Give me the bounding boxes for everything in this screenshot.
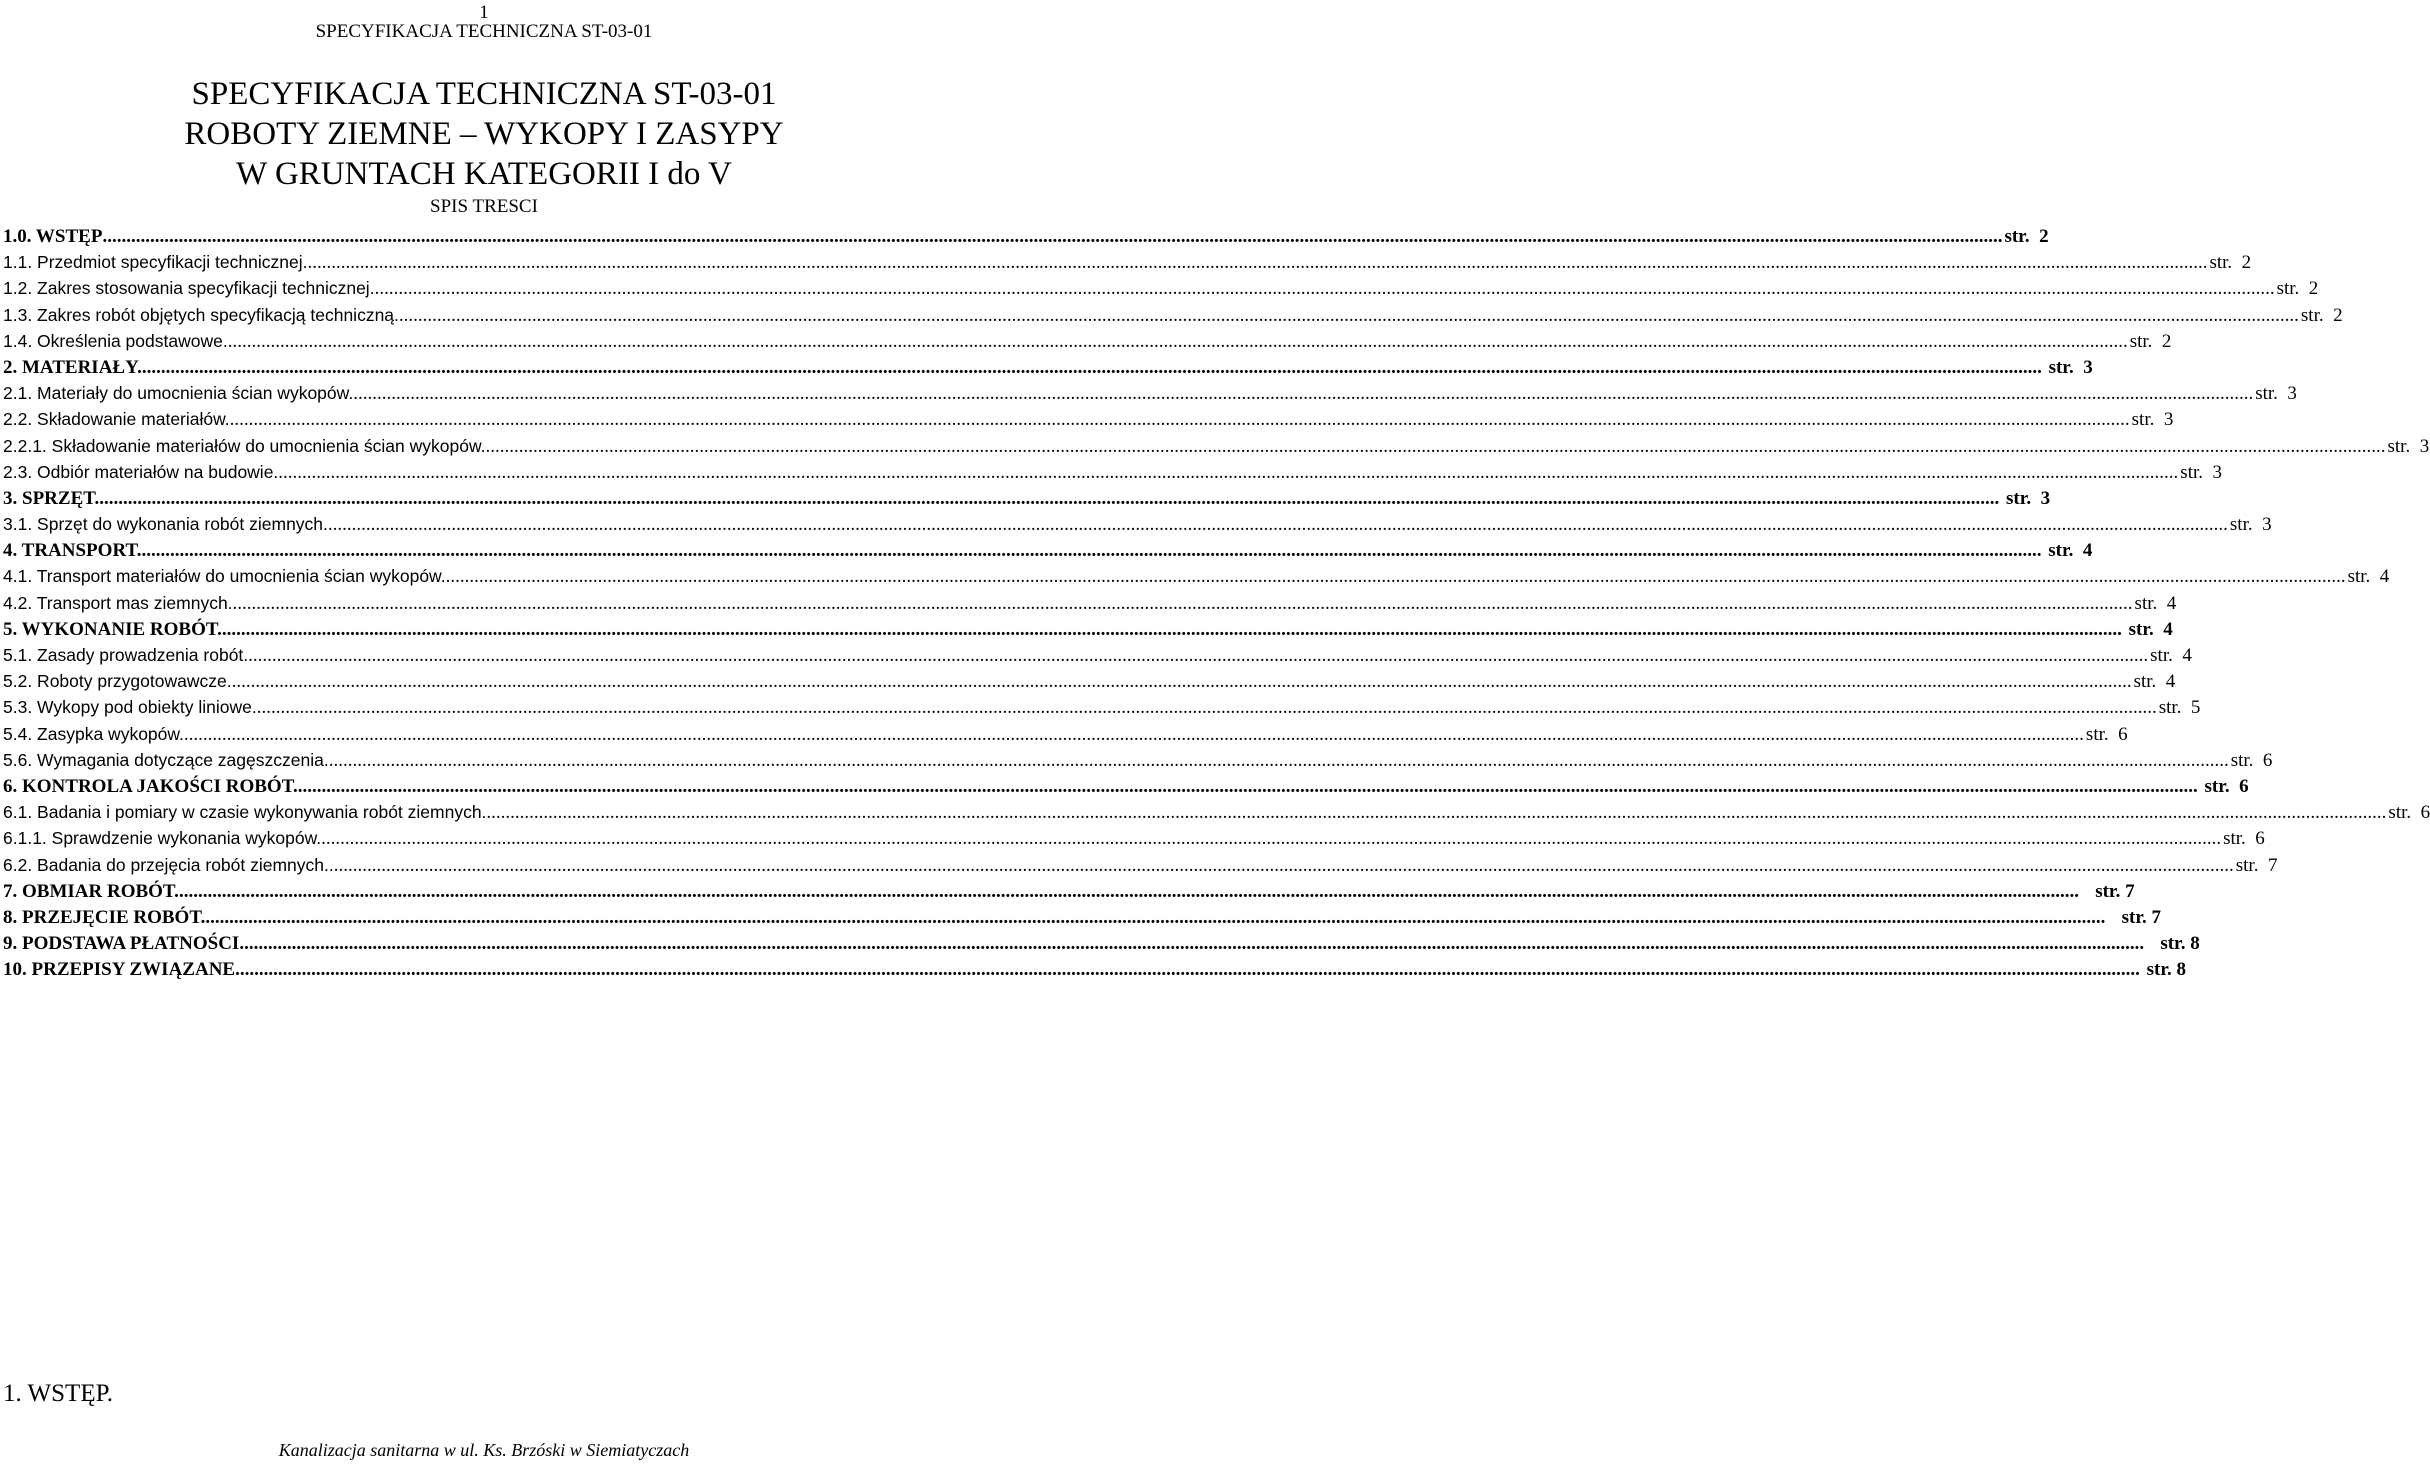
table-of-contents — [3, 226, 2430, 985]
toc-leader-dots: ................................................................................................................................................................................................................................................................................................................................................................................................................ — [102, 226, 2003, 247]
toc-entry[interactable] — [3, 671, 2176, 697]
toc-entry[interactable] — [3, 775, 2249, 802]
toc-leader-dots: ................................................................................................................................................................................................................................................................................................................................................................................................................ — [227, 330, 2128, 352]
toc-entry[interactable] — [3, 933, 2200, 959]
toc-leader-dots: ................................................................................................................................................................................................................................................................................................................................................................................................................ — [256, 697, 2157, 719]
toc-entry[interactable] — [3, 356, 2093, 383]
toc-entry-label: 6.1.1. Sprawdzenie wykonania wykopów. — [3, 828, 322, 849]
toc-entry-label: 2. MATERIAŁY. — [3, 356, 142, 378]
toc-page-number: str. 2 — [2209, 252, 2252, 274]
toc-entry-label: 5.4. Zasypka wykopów. — [3, 723, 184, 744]
toc-entry-label: 1.0. WSTĘP — [3, 226, 103, 247]
toc-entry-label: 8. PRZEJĘCIE ROBÓT. — [3, 906, 206, 928]
document-title — [0, 74, 968, 194]
toc-entry-label: 9. PODSTAWA PŁATNOŚCI. — [3, 933, 245, 955]
toc-page-number: str. 7 — [2235, 854, 2278, 876]
toc-entry-label: 6.2. Badania do przejęcia robót ziemnych.. — [3, 854, 334, 875]
toc-entry[interactable] — [3, 252, 2252, 278]
title-line-2: ROBOTY ZIEMNE – WYKOPY I ZASYPY — [184, 116, 784, 152]
toc-page-number: str. 3 — [2229, 514, 2272, 536]
toc-entry-label: 4. TRANSPORT. — [3, 540, 142, 562]
running-header: SPECYFIKACJA TECHNICZNA ST-03-01 — [315, 21, 653, 42]
toc-page-number: str. 4 — [2133, 671, 2176, 693]
toc-entry[interactable] — [3, 723, 2128, 750]
toc-leader-dots: ................................................................................................................................................................................................................................................................................................................................................................................................................ — [239, 959, 2140, 981]
section-heading: 1. WSTĘP. — [3, 1380, 113, 1407]
toc-leader-dots: ................................................................................................................................................................................................................................................................................................................................................................................................................ — [183, 723, 2084, 745]
toc-leader-dots: ................................................................................................................................................................................................................................................................................................................................................................................................................ — [221, 618, 2122, 640]
toc-leader-dots: ................................................................................................................................................................................................................................................................................................................................................................................................................ — [229, 409, 2130, 431]
toc-leader-dots: ................................................................................................................................................................................................................................................................................................................................................................................................................ — [178, 880, 2079, 902]
toc-leader-dots: ................................................................................................................................................................................................................................................................................................................................................................................................................ — [328, 749, 2229, 771]
toc-entry[interactable] — [3, 749, 2273, 776]
toc-page-number: str. 2 — [2300, 304, 2343, 326]
toc-entry[interactable] — [3, 618, 2173, 645]
toc-leader-dots: ................................................................................................................................................................................................................................................................................................................................................................................................................ — [141, 356, 2042, 378]
title-line-3: W GRUNTACH KATEGORII I do V — [236, 156, 732, 192]
toc-page-number: str. 4 — [2347, 566, 2390, 588]
toc-entry[interactable] — [3, 461, 2222, 488]
toc-leader-dots: ................................................................................................................................................................................................................................................................................................................................................................................................................ — [353, 383, 2254, 405]
toc-entry-label: 5.2. Roboty przygotowawcze. — [3, 671, 232, 692]
toc-page-number: str. 4 — [2150, 645, 2192, 666]
toc-entry[interactable] — [3, 880, 2135, 907]
toc-entry-label: 2.1. Materiały do umocnienia ścian wykopów. — [3, 383, 354, 404]
toc-page-number: str. 3 — [2043, 356, 2093, 378]
toc-entry[interactable] — [3, 697, 2201, 723]
toc-leader-dots: ................................................................................................................................................................................................................................................................................................................................................................................................................ — [327, 514, 2228, 536]
toc-page-number: str. 6 — [2223, 828, 2265, 850]
toc-leader-dots: ................................................................................................................................................................................................................................................................................................................................................................................................................ — [205, 906, 2106, 928]
toc-entry-label: 5.1. Zasady prowadzenia robót. — [3, 645, 249, 665]
toc-entry[interactable] — [3, 592, 2177, 619]
toc-entry-label: 4.1. Transport materiałów do umocnienia ścian wykopów. — [3, 566, 446, 587]
toc-entry[interactable] — [3, 802, 2430, 828]
toc-entry-label: 3. SPRZĘT. — [3, 487, 100, 509]
toc-leader-dots: ................................................................................................................................................................................................................................................................................................................................................................................................................ — [486, 802, 2387, 824]
toc-page-number: str. 3 — [2180, 461, 2222, 483]
toc-entry[interactable] — [3, 409, 2174, 435]
toc-page-number: str. 4 — [2134, 592, 2177, 614]
toc-entry[interactable] — [3, 906, 2162, 933]
running-footer: Kanalizacja sanitarna w ul. Ks. Brzóski w Siemiatyczach — [278, 1440, 690, 1460]
toc-leader-dots: ................................................................................................................................................................................................................................................................................................................................................................................................................ — [248, 645, 2149, 666]
toc-entry-label: 3.1. Sprzęt do wykonania robót ziemnych. — [3, 514, 328, 535]
toc-heading: SPIS TRESCI — [430, 196, 538, 217]
toc-entry-label: 2.2. Składowanie materiałów. — [3, 409, 230, 430]
toc-leader-dots: ................................................................................................................................................................................................................................................................................................................................................................................................................ — [141, 540, 2042, 562]
toc-page-number: str. 3 — [2131, 409, 2174, 431]
toc-leader-dots: ................................................................................................................................................................................................................................................................................................................................................................................................................ — [374, 278, 2275, 300]
toc-page-number: str. 3 — [2255, 383, 2297, 405]
toc-page-number: str. 6 — [2388, 802, 2430, 824]
toc-leader-dots: ................................................................................................................................................................................................................................................................................................................................................................................................................ — [445, 566, 2346, 588]
toc-entry[interactable] — [3, 566, 2390, 592]
toc-leader-dots: ................................................................................................................................................................................................................................................................................................................................................................................................................ — [321, 828, 2222, 850]
toc-page-number: str. 4 — [2123, 618, 2173, 640]
toc-entry-label: 5.6. Wymagania dotyczące zagęszczenia. — [3, 749, 329, 770]
toc-entry[interactable] — [3, 435, 2430, 462]
toc-leader-dots: ................................................................................................................................................................................................................................................................................................................................................................................................................ — [232, 592, 2133, 614]
toc-entry-label: 10. PRZEPISY ZWIĄZANE. — [3, 959, 240, 981]
toc-page-number: str. 3 — [2001, 487, 2051, 509]
toc-entry[interactable] — [3, 304, 2343, 331]
toc-leader-dots: ................................................................................................................................................................................................................................................................................................................................................................................................................ — [99, 487, 2000, 509]
toc-leader-dots: ................................................................................................................................................................................................................................................................................................................................................................................................................ — [297, 775, 2198, 797]
toc-entry[interactable] — [3, 383, 2297, 409]
toc-page-number: str. 6 — [2199, 775, 2249, 797]
toc-page-number: str. 4 — [2043, 540, 2093, 562]
toc-leader-dots: ................................................................................................................................................................................................................................................................................................................................................................................................................ — [244, 933, 2145, 955]
toc-entry-label: 5.3. Wykopy pod obiekty liniowe. — [3, 697, 257, 718]
toc-page-number: str. 8 — [2141, 959, 2187, 981]
toc-leader-dots: ................................................................................................................................................................................................................................................................................................................................................................................................................ — [307, 252, 2208, 274]
toc-entry-label: 1.1. Przedmiot specyfikacji technicznej. — [3, 252, 308, 273]
toc-page-number: str. 5 — [2158, 697, 2201, 719]
toc-page-number: str. 7 — [2080, 880, 2135, 902]
toc-page-number: str. 6 — [2230, 749, 2273, 771]
toc-leader-dots: ................................................................................................................................................................................................................................................................................................................................................................................................................ — [398, 304, 2299, 326]
toc-entry[interactable] — [3, 645, 2192, 671]
toc-entry[interactable] — [3, 514, 2272, 540]
page-number: 1 — [479, 2, 489, 23]
toc-entry[interactable] — [3, 854, 2278, 881]
toc-entry[interactable] — [3, 959, 2187, 985]
toc-leader-dots: ................................................................................................................................................................................................................................................................................................................................................................................................................ — [485, 435, 2386, 457]
toc-entry-label: 6.1. Badania i pomiary w czasie wykonywania robót ziemnych. — [3, 802, 487, 823]
toc-entry-label: 1.3. Zakres robót objętych specyfikacją techniczną. — [3, 304, 399, 325]
toc-entry[interactable] — [3, 487, 2051, 514]
toc-entry[interactable] — [3, 828, 2265, 854]
toc-entry-label: 6. KONTROLA JAKOŚCI ROBÓT. — [3, 775, 298, 797]
toc-entry-label: 7. OBMIAR ROBÓT. — [3, 880, 179, 902]
toc-page-number: str. 2 — [2129, 330, 2172, 352]
toc-entry-label: 1.2. Zakres stosowania specyfikacji technicznej. — [3, 278, 375, 299]
toc-page-number: str. 2 — [2276, 278, 2319, 300]
toc-entry-label: 2.2.1. Składowanie materiałów do umocnienia ścian wykopów. — [3, 435, 486, 456]
toc-entry-label: 5. WYKONANIE ROBÓT. — [3, 618, 222, 640]
toc-entry[interactable] — [3, 330, 2172, 357]
toc-page-number: str. 3 — [2387, 435, 2430, 457]
toc-entry-label: 2.3. Odbiór materiałów na budowie. — [3, 461, 279, 482]
toc-entry-label: 1.4. Określenia podstawowe. — [3, 330, 228, 351]
toc-leader-dots: ................................................................................................................................................................................................................................................................................................................................................................................................................ — [231, 671, 2132, 693]
toc-page-number: str. 8 — [2146, 933, 2200, 955]
toc-page-number: str. 6 — [2085, 723, 2128, 745]
toc-entry[interactable] — [3, 226, 2049, 252]
toc-entry[interactable] — [3, 278, 2319, 304]
toc-entry[interactable] — [3, 540, 2093, 566]
title-line-1: SPECYFIKACJA TECHNICZNA ST-03-01 — [191, 76, 777, 112]
toc-leader-dots: ................................................................................................................................................................................................................................................................................................................................................................................................................ — [333, 854, 2234, 876]
toc-page-number: str. 7 — [2107, 906, 2162, 928]
toc-entry-label: 4.2. Transport mas ziemnych. — [3, 592, 233, 613]
toc-leader-dots: ................................................................................................................................................................................................................................................................................................................................................................................................................ — [278, 461, 2179, 483]
toc-page-number: str. 2 — [2004, 226, 2049, 247]
